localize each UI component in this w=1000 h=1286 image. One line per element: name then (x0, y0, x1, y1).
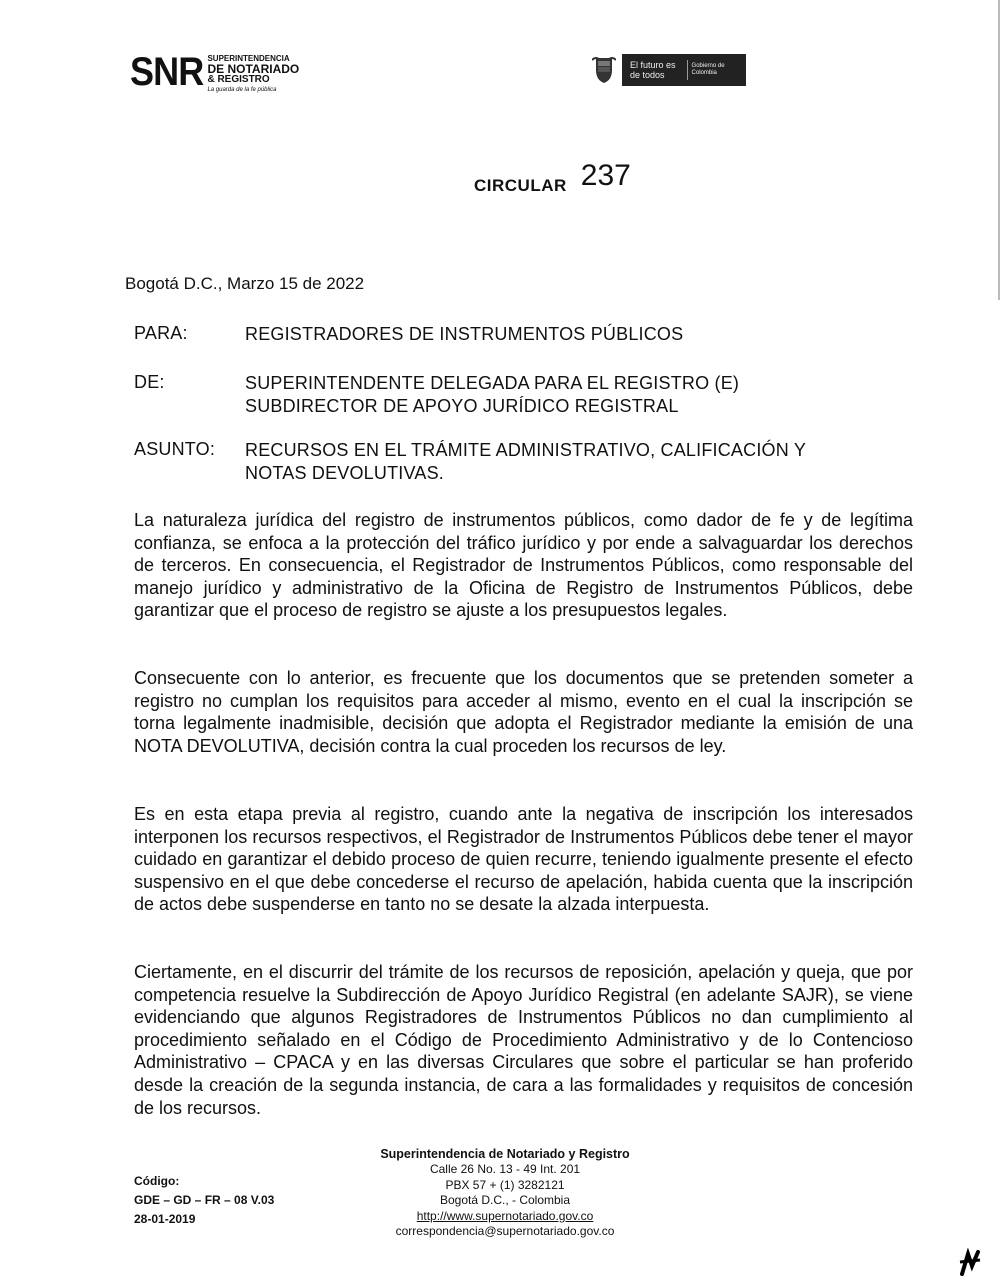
body-paragraph (134, 961, 913, 1119)
circular-title (474, 159, 631, 199)
snr-logo-line: DE NOTARIADO (207, 62, 300, 76)
handwritten-mark-icon (958, 1248, 982, 1276)
government-slogan: El futuro es de todos (630, 60, 676, 80)
de-value-line: SUPERINTENDENTE DELEGADA PARA EL REGISTRO (E) (245, 373, 740, 393)
asunto-value: RECURSOS EN EL TRÁMITE ADMINISTRATIVO, CALIFICACIÓN Y NOTAS DEVOLUTIVAS. (245, 440, 806, 483)
government-banner (622, 54, 746, 86)
footer-contact (330, 1147, 680, 1239)
de-label: DE: (134, 372, 165, 392)
snr-logo-tagline: La guarda de la fe pública (207, 87, 277, 93)
para-label: PARA: (134, 323, 188, 343)
paragraph-text: Ciertamente, en el discurrir del trámite de los recursos de reposición, apelación y queja, que por competencia resuelve la Subdirección de Apoyo Jurídico Registral (en adelante SAJR), se viene evidenciando que algunos Registradores de Instrumentos Públicos no dan cumplimiento al procedimiento señalado en el Código de Procedimiento Administrativo y de lo Contencioso Administrativo – CPACA y en las diversas Circulares que sobre el particular se han proferido desde la creación de la segunda instancia, de cara a las formalidades y requisitos de concesión de los recursos. (134, 962, 913, 1118)
de-value (245, 372, 885, 418)
government-logo (592, 54, 746, 86)
document-code (134, 1172, 274, 1229)
footer-website-link[interactable]: http://www.supernotariado.gov.co (416, 1208, 594, 1223)
government-name: Gobierno de Colombia (691, 63, 725, 76)
snr-logo (130, 52, 299, 95)
paragraph-text: Consecuente con lo anterior, es frecuente que los documentos que se pretenden someter a registro no cumplan los requisitos para acceder al mismo, evento en el cual la inscripción se torna legalmente inadmisible, decisión que adopta el Registrador mediante la emisión de una NOTA DEVOLUTIVA, decisión contra la cual proceden los recursos de ley. (134, 668, 913, 756)
document-date: Bogotá D.C., Marzo 15 de 2022 (125, 274, 365, 293)
code-date: 28-01-2019 (134, 1212, 196, 1226)
asunto-label: ASUNTO: (134, 439, 216, 459)
code-value: GDE – GD – FR – 08 V.03 (134, 1193, 275, 1207)
circular-label: CIRCULAR (474, 176, 567, 195)
code-label: Código: (134, 1174, 180, 1188)
snr-logo-line: SUPERINTENDENCIA (207, 54, 290, 63)
banner-divider (687, 60, 688, 80)
snr-logo-mark: SNR (130, 50, 204, 94)
footer-city: Bogotá D.C., - Colombia (439, 1193, 571, 1208)
snr-logo-text (207, 54, 299, 95)
footer-email: correspondencia@supernotariado.gov.co (395, 1224, 615, 1239)
para-value: REGISTRADORES DE INSTRUMENTOS PÚBLICOS (245, 324, 684, 344)
body-paragraph (134, 667, 913, 757)
body-paragraph (134, 509, 913, 622)
paragraph-text: Es en esta etapa previa al registro, cuando ante la negativa de inscripción los interesados interponen los recursos respectivos, el Registrador de Instrumentos Públicos debe tener el mayor cuidado en garantizar el debido proceso de quien recurre, teniendo igualmente presente el efecto suspensivo en el que debe concederse el recurso de apelación, habida cuenta que la inscripción de actos debe suspenderse en tanto no se desate la alzada interpuesta. (134, 804, 913, 915)
de-value-line: SUBDIRECTOR DE APOYO JURÍDICO REGISTRAL (245, 396, 679, 416)
circular-number: 237 (580, 159, 631, 192)
body-paragraph (134, 803, 913, 916)
colombia-crest-icon (592, 56, 616, 84)
footer-org-name: Superintendencia de Notariado y Registro (380, 1147, 630, 1161)
snr-logo-line: & REGISTRO (207, 74, 270, 85)
paragraph-text: La naturaleza jurídica del registro de instrumentos públicos, como dador de fe y de legítima confianza, se enfoca a la protección del tráfico jurídico y por ende a salvaguardar los derechos de terceros. En consecuencia, el Registrador de Instrumentos Públicos, como responsable del manejo jurídico y administrativo de la Oficina de Registro de Instrumentos Públicos, debe garantizar que el proceso de registro se ajuste a los presupuestos legales. (134, 510, 913, 621)
footer-address: Calle 26 No. 13 - 49 Int. 201 (429, 1162, 581, 1177)
footer-phone: PBX 57 + (1) 3282121 (445, 1177, 565, 1192)
